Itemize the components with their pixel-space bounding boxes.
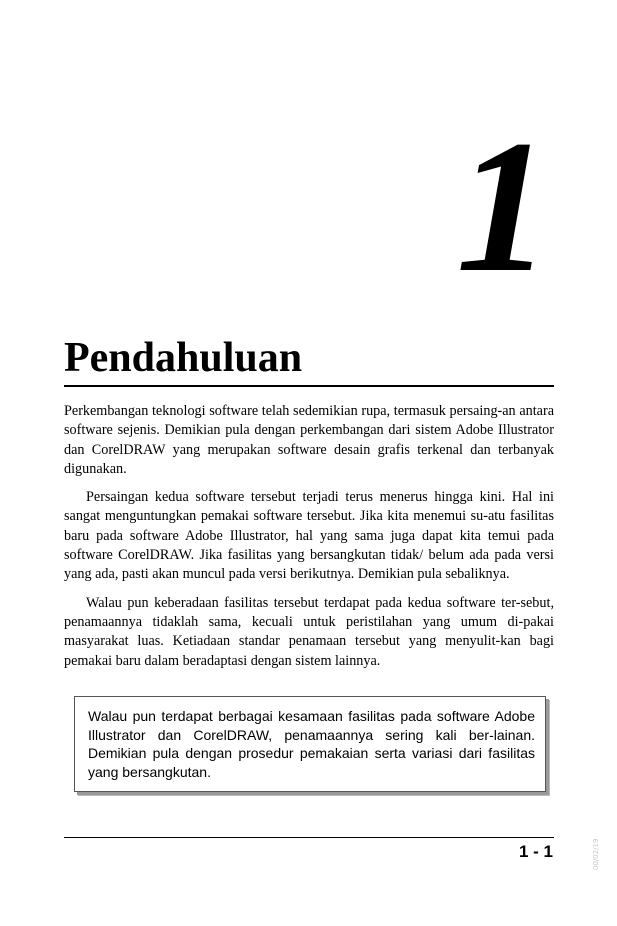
note-text: Walau pun terdapat berbagai kesamaan fasilitas pada software Adobe Illustrator dan CorelDRAW, penamaannya sering kali ber-lainan. Demikian pula dengan prosedur pemakaian serta variasi dari fasilitas yang bersangkutan.: [88, 708, 535, 780]
chapter-title: Pendahuluan: [64, 335, 303, 381]
footer-rule: [64, 837, 554, 838]
paragraph-2: Persaingan kedua software tersebut terjadi terus menerus hingga kini. Hal ini sangat menguntungkan pemakai software tersebut. Jika kita menemui su-atu fasilitas baru pada software Adobe Illustrator, hal yang sama juga dapat kita temui pada software CorelDRAW. Jika fasilitas yang bersangkutan tidak/ belum ada pada versi yang ada, pasti akan muncul pada versi berikutnya. Demikian pula sebaliknya.: [64, 489, 554, 583]
body-text: [64, 402, 554, 680]
paragraph-3: Walau pun keberadaan fasilitas tersebut terdapat pada kedua software ter-sebut, penamaannya tidaklah sama, kecuali untuk peristilahan yang umum di-pakai masyarakat luas. Ketiadaan standar penamaan tersebut yang menyulit-kan bagi pemakai baru dalam beradaptasi dengan sistem lainnya.: [64, 594, 554, 669]
watermark: 00/02/19: [592, 838, 600, 870]
chapter-number: 1: [456, 102, 551, 312]
title-rule: [64, 385, 554, 387]
paragraph-1: Perkembangan teknologi software telah sedemikian rupa, termasuk persaing-an antara software sejenis. Demikian pula dengan perkembangan dari sistem Adobe Illustrator dan CorelDRAW yang merupakan software desain grafis terkenal dan terbanyak digunakan.: [64, 403, 554, 477]
page-number: 1 - 1: [518, 842, 553, 861]
note-box: [74, 696, 546, 792]
